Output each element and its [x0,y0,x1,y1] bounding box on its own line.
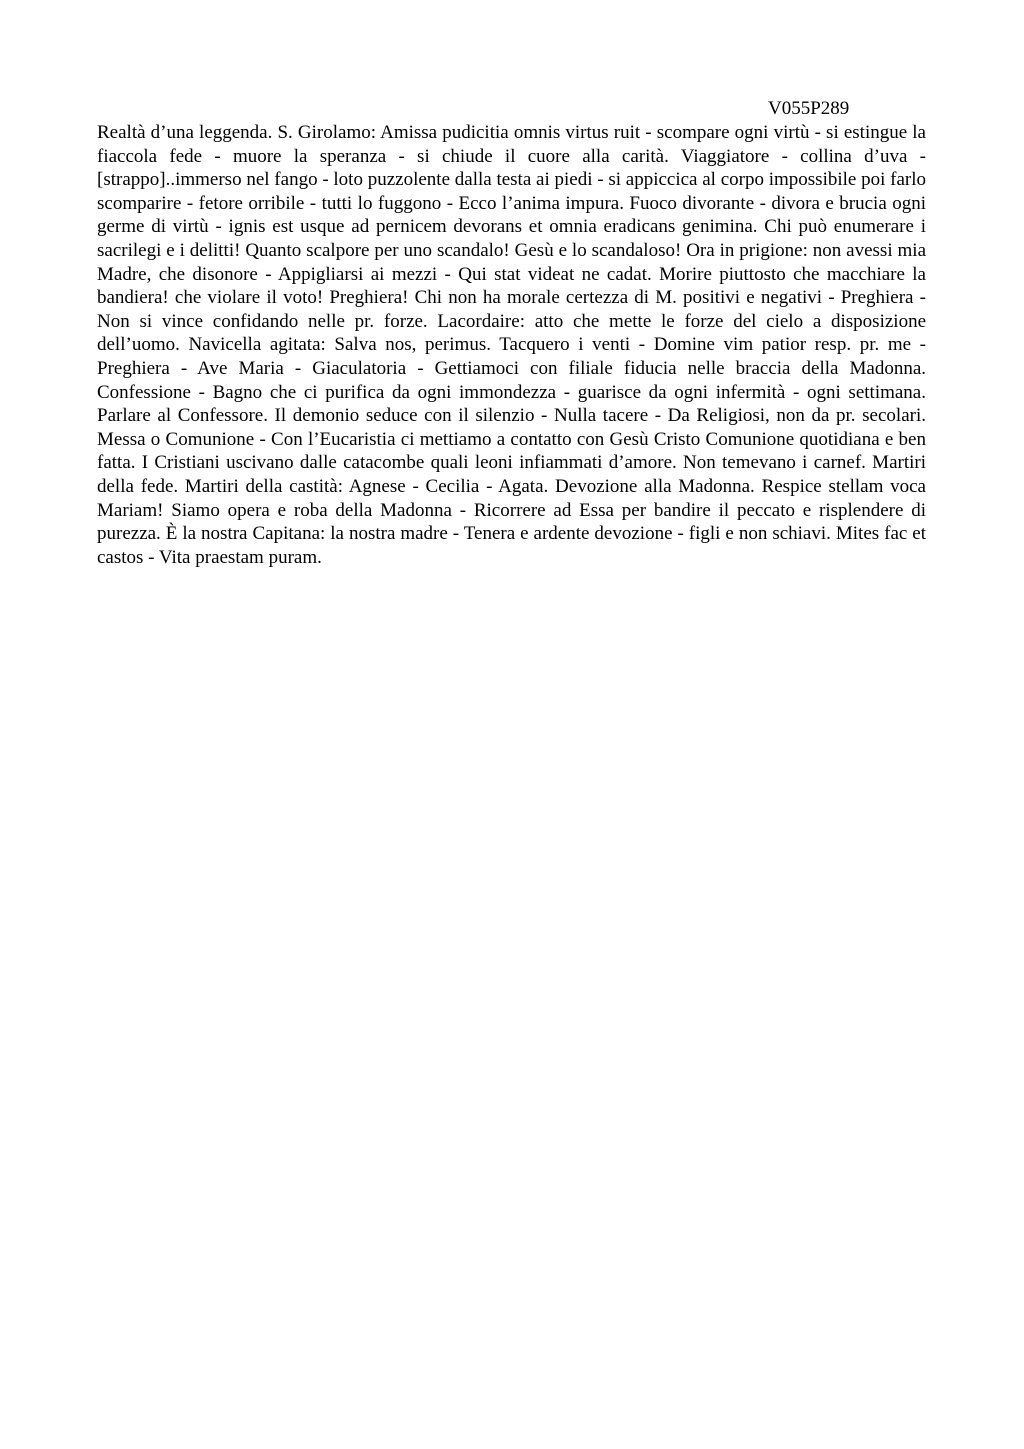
page-identifier: V055P289 [768,98,850,119]
body-paragraph: Realtà d’una leggenda. S. Girolamo: Amissa pudicitia omnis virtus ruit - scompare ogni virtù - si estingue la fiaccola fede - muore la speranza - si chiude il cuore alla carità. Viaggiatore - collina d’uva - [strappo]..immerso nel fango - loto puzzolente dalla testa ai piedi - si appiccica al corpo impossibile poi farlo scomparire - fetore orribile - tutti lo fuggono - Ecco l’anima impura. Fuoco divorante - divora e brucia ogni germe di virtù - ignis est usque ad pernicem devorans et omnia eradicans genimina. Chi può enumerare i sacrilegi e i delitti! Quanto scalpore per uno scandalo! Gesù e lo scandaloso! Ora in prigione: non avessi mia Madre, che disonore - Appigliarsi ai mezzi - Qui stat videat ne cadat. Morire piuttosto che macchiare la bandiera! che violare il voto! Preghiera! Chi non ha morale certezza di M. positivi e negativi - Preghiera - Non si vince confidando nelle pr. forze. Lacordaire: atto che mette le forze del cielo a disposizione dell’uomo. Navicella agitata: Salva nos, perimus. Tacquero i venti - Domine vim patior resp. pr. me - Preghiera - Ave Maria - Giaculatoria - Gettiamoci con filiale fiducia nelle braccia della Madonna. Confessione - Bagno che ci purifica da ogni immondezza - guarisce da ogni infermità - ogni settimana. Parlare al Confessore. Il demonio seduce con il silenzio - Nulla tacere - Da Religiosi, non da pr. secolari. Messa o Comunione - Con l’Eucaristia ci mettiamo a contatto con Gesù Cristo Comunione quotidiana e ben fatta. I Cristiani uscivano dalle catacombe quali leoni infiammati d’amore. Non temevano i carnef. Martiri della fede. Martiri della castità: Agnese - Cecilia - Agata. Devozione alla Madonna. Respice stellam voca Mariam! Siamo opera e roba della Madonna - Ricorrere ad Essa per bandire il peccato e risplendere di purezza. È la nostra Capitana: la nostra madre - Tenera e ardente devozione - figli e non schiavi. Mites fac et castos - Vita praestam puram. [97,122,926,568]
